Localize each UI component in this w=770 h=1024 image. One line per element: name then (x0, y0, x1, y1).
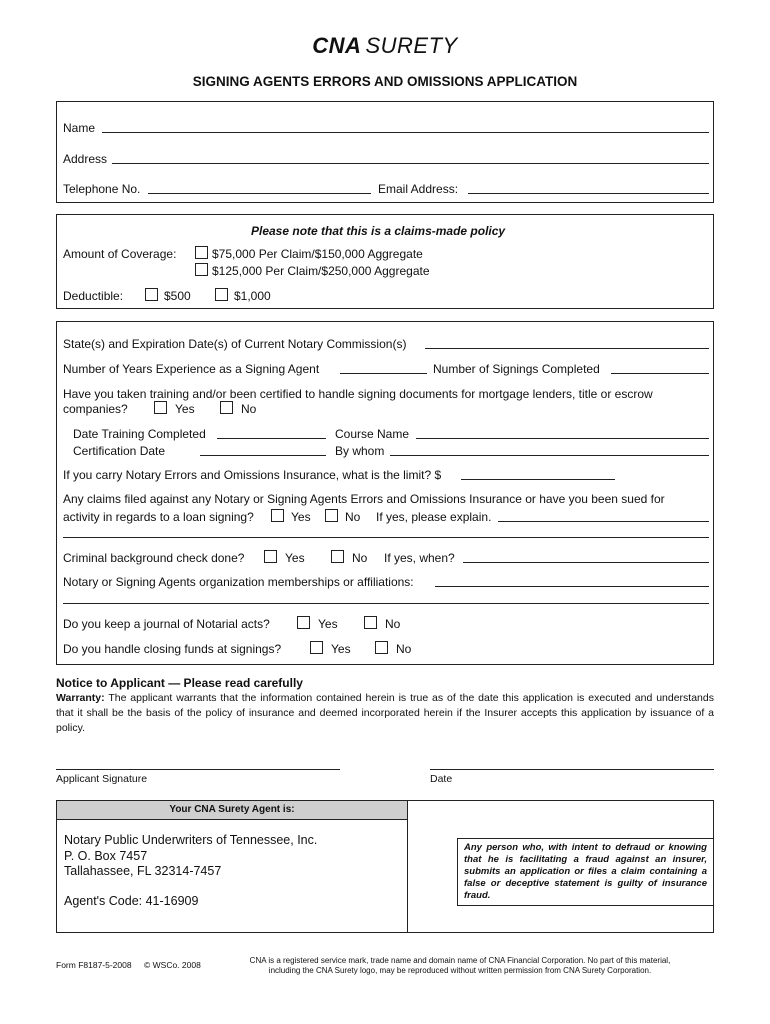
deductible-500-label: $500 (164, 289, 191, 303)
closing-funds-yes-label: Yes (331, 642, 351, 656)
closing-funds-no-label: No (396, 642, 412, 656)
by-whom-label: By whom (335, 444, 385, 458)
deductible-500-checkbox[interactable] (145, 288, 158, 301)
agent-heading: Your CNA Surety Agent is: (57, 801, 407, 820)
memberships-field[interactable] (435, 586, 709, 587)
training-yes-label: Yes (175, 402, 195, 416)
by-whom-field[interactable] (390, 455, 709, 456)
criminal-no-checkbox[interactable] (331, 550, 344, 563)
agent-name: Notary Public Underwriters of Tennessee, Inc. (64, 833, 318, 847)
form-number: Form F8187-5-2008 (56, 960, 132, 970)
legal-line-1: CNA is a registered service mark, trade name and domain name of CNA Financial Corporation. No part of this material, (249, 956, 671, 965)
years-experience-label: Number of Years Experience as a Signing Agent (63, 362, 320, 376)
claims-no-checkbox[interactable] (325, 509, 338, 522)
claims-question-line1: Any claims filed against any Notary or Signing Agents Errors and Omissions Insurance or have you been sued for (63, 492, 665, 506)
closing-funds-no-checkbox[interactable] (375, 641, 388, 654)
page-title: SIGNING AGENTS ERRORS AND OMISSIONS APPLICATION (192, 74, 578, 89)
applicant-signature-field[interactable] (56, 769, 340, 770)
criminal-check-label: Criminal background check done? (63, 551, 245, 565)
signings-completed-label: Number of Signings Completed (433, 362, 600, 376)
date-training-field[interactable] (217, 438, 326, 439)
claims-explain-label: If yes, please explain. (376, 510, 492, 524)
logo-cna: CNA (312, 33, 362, 58)
coverage-75k-checkbox[interactable] (195, 246, 208, 259)
deductible-label: Deductible: (63, 289, 124, 303)
notice-heading: Notice to Applicant — Please read carefully (56, 676, 303, 690)
states-field[interactable] (425, 348, 709, 349)
name-label: Name (63, 121, 96, 135)
claims-question-line2: activity in regards to a loan signing? (63, 510, 254, 524)
deductible-1000-checkbox[interactable] (215, 288, 228, 301)
training-no-label: No (241, 402, 257, 416)
claims-no-label: No (345, 510, 361, 524)
training-question-line2: companies? (63, 402, 128, 416)
date-training-label: Date Training Completed (73, 427, 206, 441)
claims-explain-field[interactable] (498, 521, 709, 522)
coverage-125k-checkbox[interactable] (195, 263, 208, 276)
years-experience-field[interactable] (340, 373, 427, 374)
telephone-label: Telephone No. (63, 182, 141, 196)
criminal-yes-checkbox[interactable] (264, 550, 277, 563)
cna-surety-logo (0, 33, 770, 59)
memberships-label: Notary or Signing Agents organization memberships or affiliations: (63, 575, 414, 589)
eo-limit-label: If you carry Notary Errors and Omissions Insurance, what is the limit? $ (63, 468, 442, 482)
states-label: State(s) and Expiration Date(s) of Current Notary Commission(s) (63, 337, 407, 351)
warranty-text: The applicant warrants that the information contained herein is true as of the date this application is executed and understands that it shall be the basis of the policy of insurance and deemed incorporated herein if the Insurer accepts this application by issuance of a policy. (56, 692, 714, 734)
memberships-field-2[interactable] (63, 603, 709, 604)
journal-yes-checkbox[interactable] (297, 616, 310, 629)
certification-date-label: Certification Date (73, 444, 166, 458)
journal-label: Do you keep a journal of Notarial acts? (63, 617, 270, 631)
signings-completed-field[interactable] (611, 373, 709, 374)
training-yes-checkbox[interactable] (154, 401, 167, 414)
amount-of-coverage-label: Amount of Coverage: (63, 247, 177, 261)
certification-date-field[interactable] (200, 455, 326, 456)
criminal-no-label: No (352, 551, 368, 565)
address-field[interactable] (112, 163, 709, 164)
email-label: Email Address: (378, 182, 459, 196)
training-no-checkbox[interactable] (220, 401, 233, 414)
copyright: © WSCo. 2008 (144, 960, 201, 970)
date-signature-field[interactable] (430, 769, 714, 770)
closing-funds-yes-checkbox[interactable] (310, 641, 323, 654)
claims-yes-checkbox[interactable] (271, 509, 284, 522)
applicant-signature-label: Applicant Signature (56, 773, 148, 785)
criminal-when-field[interactable] (463, 562, 709, 563)
coverage-125k-label: $125,000 Per Claim/$250,000 Aggregate (212, 264, 430, 278)
warranty-paragraph (56, 691, 714, 736)
claims-yes-label: Yes (291, 510, 311, 524)
legal-line-2: including the CNA Surety logo, may be reproduced without written permission from CNA Surety Corporation. (268, 966, 652, 975)
agent-city-state: Tallahassee, FL 32314-7457 (64, 864, 222, 878)
journal-no-checkbox[interactable] (364, 616, 377, 629)
criminal-when-label: If yes, when? (384, 551, 455, 565)
claims-explain-field-2[interactable] (63, 537, 709, 538)
criminal-yes-label: Yes (285, 551, 305, 565)
course-name-label: Course Name (335, 427, 410, 441)
date-signature-label: Date (430, 773, 453, 785)
address-label: Address (63, 152, 108, 166)
logo-surety: SURETY (365, 33, 458, 58)
deductible-1000-label: $1,000 (234, 289, 271, 303)
name-field[interactable] (102, 132, 709, 133)
claims-made-notice: Please note that this is a claims-made policy (251, 224, 506, 238)
coverage-75k-label: $75,000 Per Claim/$150,000 Aggregate (212, 247, 423, 261)
agent-code: Agent's Code: 41-16909 (64, 894, 199, 908)
training-question-line1: Have you taken training and/or been certified to handle signing documents for mortgage lenders, title or escrow (63, 387, 653, 401)
email-field[interactable] (468, 193, 709, 194)
warranty-label: Warranty: (56, 692, 105, 704)
telephone-field[interactable] (148, 193, 371, 194)
fraud-warning-box: Any person who, with intent to defraud or knowing that he is facilitating a fraud against an insurer, submits an application or files a claim containing a false or deceptive statement is guilty of insurance fraud. (457, 838, 714, 906)
eo-limit-field[interactable] (461, 479, 615, 480)
journal-no-label: No (385, 617, 401, 631)
agent-po-box: P. O. Box 7457 (64, 849, 148, 863)
closing-funds-label: Do you handle closing funds at signings? (63, 642, 282, 656)
course-name-field[interactable] (416, 438, 709, 439)
journal-yes-label: Yes (318, 617, 338, 631)
